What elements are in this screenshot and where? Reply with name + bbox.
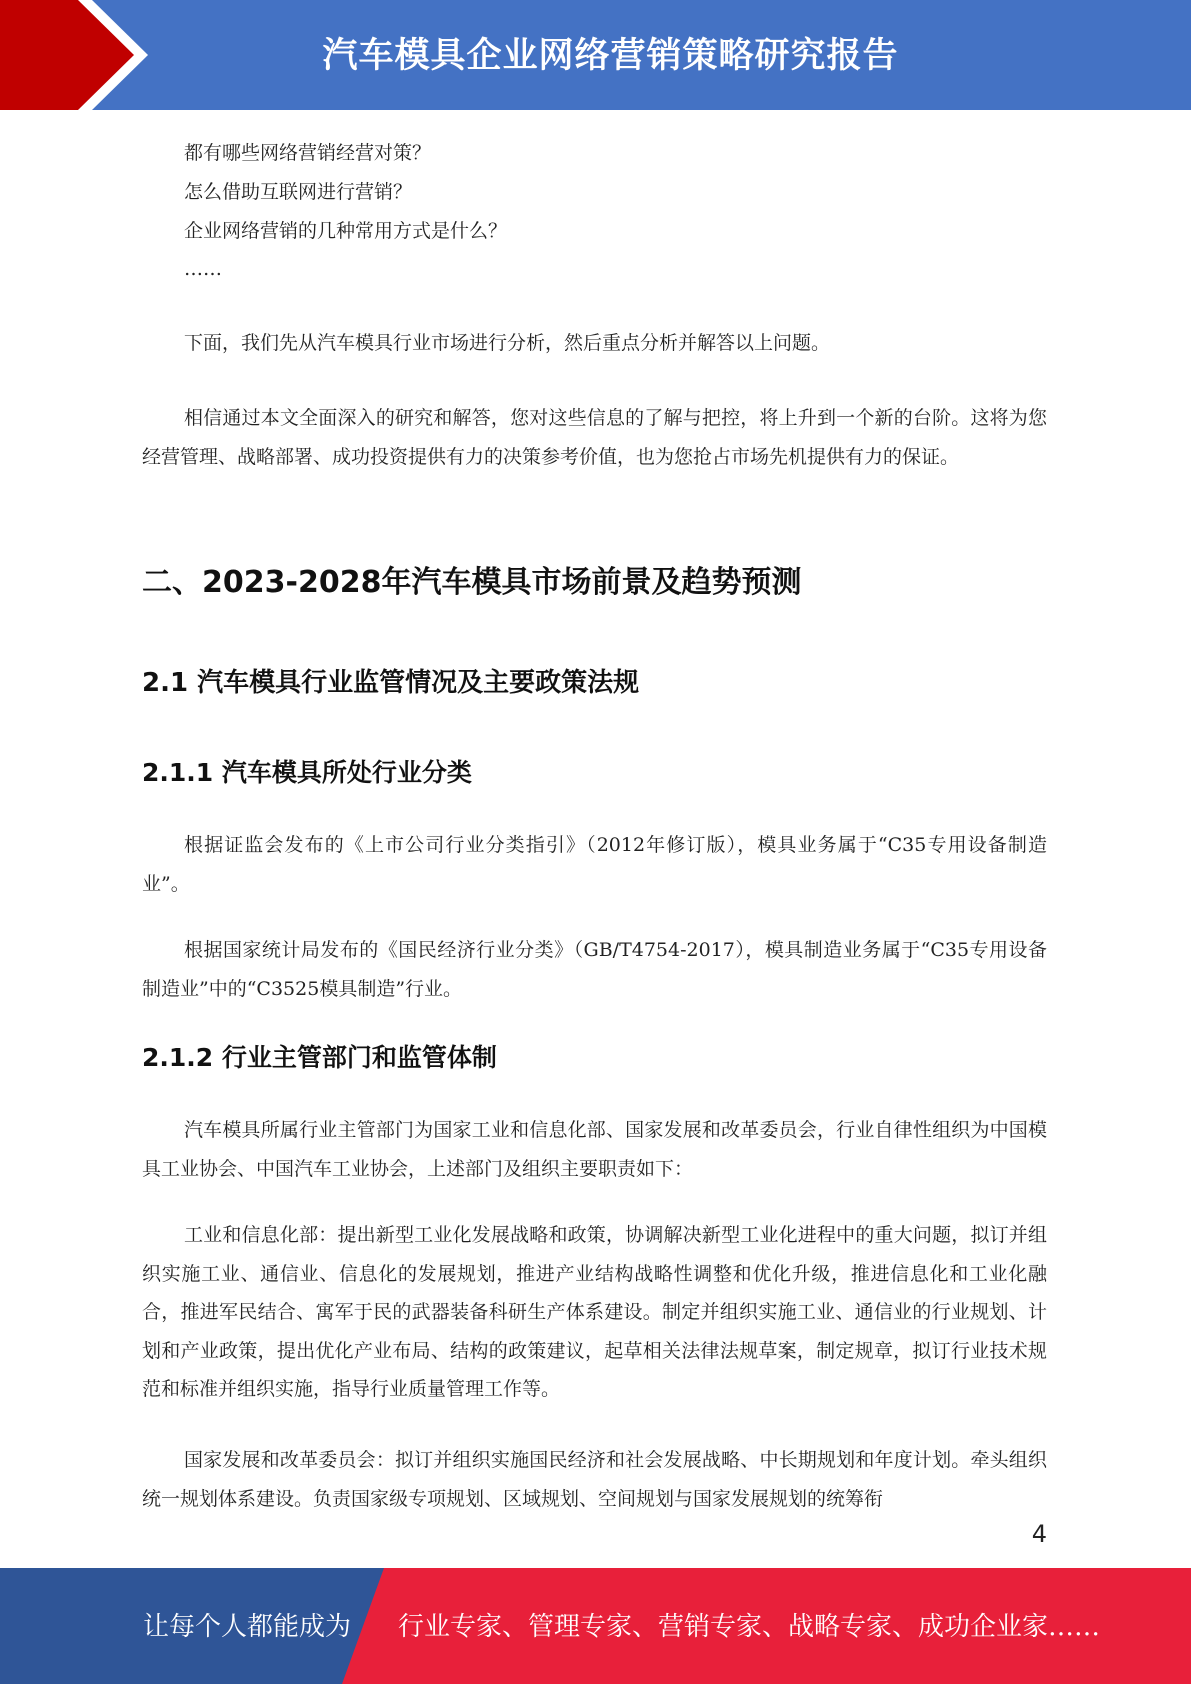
intro-question: 怎么借助互联网进行营销？ [184,181,413,203]
section-heading: 二、2023-2028年汽车模具市场前景及趋势预测 [142,565,802,600]
footer-slogan-left: 让每个人都能成为 [143,1612,352,1642]
paragraph-classification-1: 根据证监会发布的《上市公司行业分类指引》（2012年修订版），模具业务属于“C35专用设备制造业”。 [142,834,1047,895]
footer-slogan-right: 行业专家、管理专家、营销专家、战略专家、成功企业家…… [398,1612,1101,1642]
paragraph-authority-3: 国家发展和改革委员会：拟订并组织实施国民经济和社会发展战略、中长期规划和年度计划。牵头组织统一规划体系建设。负责国家级专项规划、区域规划、空间规划与国家发展规划的统筹衔 [142,1449,1047,1510]
intro-question: 企业网络营销的几种常用方式是什么？ [184,220,508,242]
paragraph-authority-2: 工业和信息化部：提出新型工业化发展战略和政策，协调解决新型工业化进程中的重大问题，拟订并组织实施工业、通信业、信息化的发展规划，推进产业结构战略性调整和优化升级，推进信息化和工业化融合，推进军民结合、寓军于民的武器装备科研生产体系建设。制定并组织实施工业、通信业的行业规划、计划和产业政策，提出优化产业布局、结构的政策建议，起草相关法律法规草案，制定规章，拟订行业技术规范和标准并组织实施，指导行业质量管理工作等。 [142,1224,1047,1400]
intro-question: 都有哪些网络营销经营对策？ [184,142,432,164]
subsubsection-heading: 2.1.1 汽车模具所处行业分类 [142,758,472,787]
paragraph-intro-2: 相信通过本文全面深入的研究和解答，您对这些信息的了解与把控，将上升到一个新的台阶。这将为您经营管理、战略部署、成功投资提供有力的决策参考价值，也为您抢占市场先机提供有力的保证。 [142,407,1047,468]
paragraph-authority-1: 汽车模具所属行业主管部门为国家工业和信息化部、国家发展和改革委员会，行业自律性组织为中国模具工业协会、中国汽车工业协会，上述部门及组织主要职责如下： [142,1119,1047,1180]
page-header [0,0,1191,110]
intro-ellipsis: …… [184,258,222,280]
subsection-heading: 2.1 汽车模具行业监管情况及主要政策法规 [142,668,640,698]
page-footer [0,1568,1191,1684]
paragraph-intro-1: 下面，我们先从汽车模具行业市场进行分析，然后重点分析并解答以上问题。 [184,332,831,354]
page-number: 4 [1031,1520,1047,1548]
header-title: 汽车模具企业网络营销策略研究报告 [322,36,899,76]
paragraph-classification-2: 根据国家统计局发布的《国民经济行业分类》（GB/T4754-2017），模具制造业务属于“C35专用设备制造业”中的“C3525模具制造”行业。 [142,939,1047,1000]
subsubsection-heading: 2.1.2 行业主管部门和监管体制 [142,1043,497,1072]
